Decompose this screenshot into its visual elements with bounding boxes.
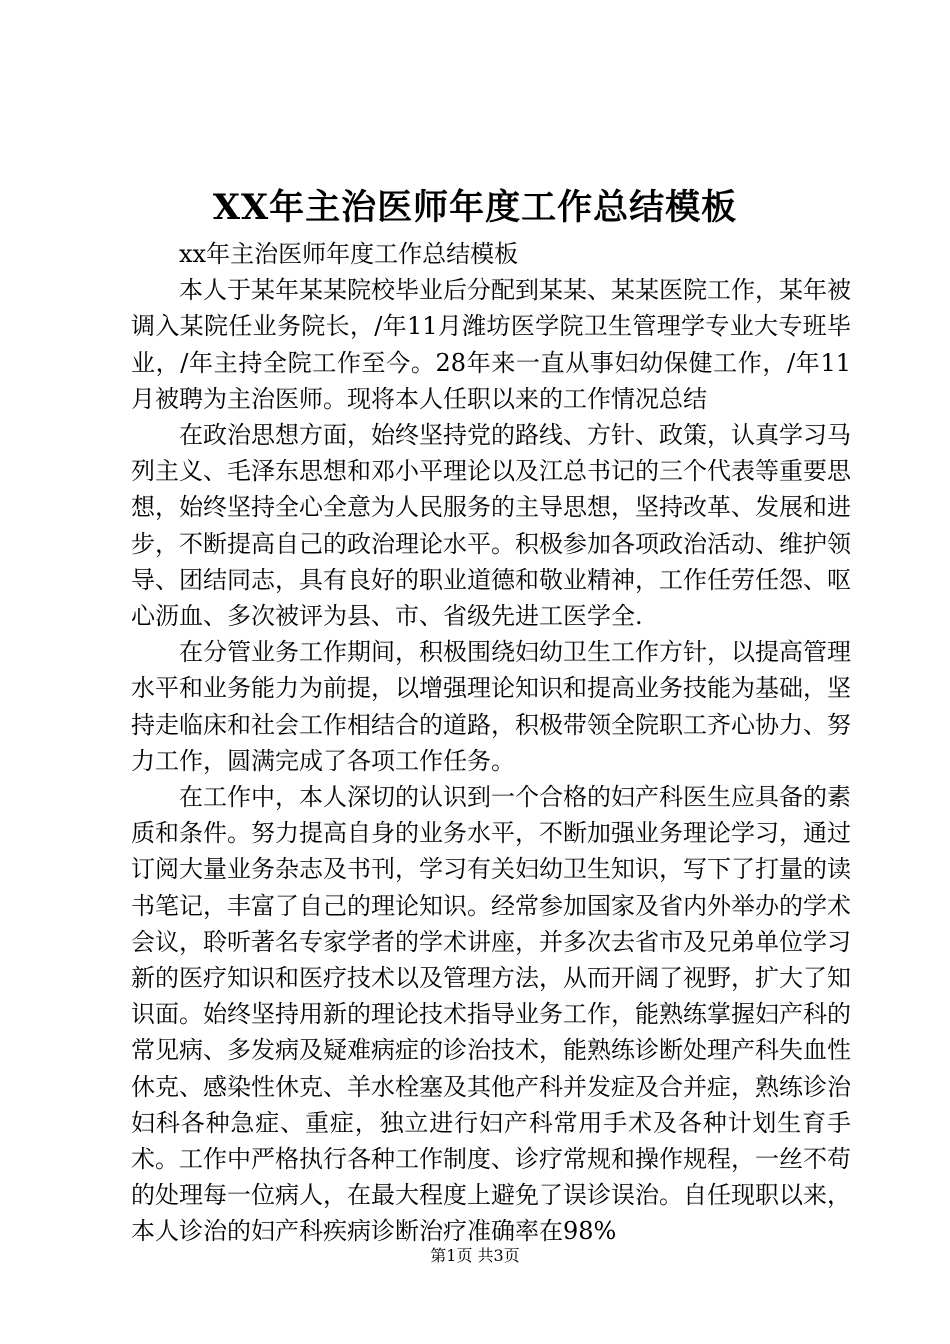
page-footer: 第1页 共3页	[430, 1246, 520, 1265]
paragraph-political: 在政治思想方面，始终坚持党的路线、方针、政策，认真学习马列主义、毛泽东思想和邓小平理论以及江总书记的三个代表等重要思想，始终坚持全心全意为人民服务的主导思想，坚持改革、发展和进步，不断提高自己的政治理论水平。积极参加各项政治活动、维护领导、团结同志，具有良好的职业道德和敬业精神，工作任劳任怨、呕心沥血、多次被评为县、市、省级先进工医学全.	[131, 421, 851, 631]
paragraph-intro: 本人于某年某某院校毕业后分配到某某、某某医院工作，某年被调入某院任业务院长，/年11月潍坊医学院卫生管理学专业大专班毕业，/年主持全院工作至今。28年来一直从事妇幼保健工作，/年11月被聘为主治医师。现将本人任职以来的工作情况总结	[131, 276, 851, 413]
document-body	[131, 236, 851, 1250]
paragraph-management: 在分管业务工作期间，积极围绕妇幼卫生工作方针，以提高管理水平和业务能力为前提，以增强理论知识和提高业务技能为基础，坚持走临床和社会工作相结合的道路，积极带领全院职工齐心协力、努力工作，圆满完成了各项工作任务。	[131, 638, 851, 775]
document-title: XX年主治医师年度工作总结模板	[212, 187, 738, 228]
paragraph-work: 在工作中，本人深切的认识到一个合格的妇产科医生应具备的素质和条件。努力提高自身的业务水平，不断加强业务理论学习，通过订阅大量业务杂志及书刊，学习有关妇幼卫生知识，写下了打量的读书笔记，丰富了自己的理论知识。经常参加国家及省内外举办的学术会议，聆听著名专家学者的学术讲座，并多次去省市及兄弟单位学习新的医疗知识和医疗技术以及管理方法，从而开阔了视野，扩大了知识面。始终坚持用新的理论技术指导业务工作，能熟练掌握妇产科的常见病、多发病及疑难病症的诊治技术，能熟练诊断处理产科失血性休克、感染性休克、羊水栓塞及其他产科并发症及合并症，熟练诊治妇科各种急症、重症，独立进行妇产科常用手术及各种计划生育手术。工作中严格执行各种工作制度、诊疗常规和操作规程，一丝不苟的处理每一位病人，在最大程度上避免了误诊误治。自任现职以来，本人诊治的妇产科疾病诊断治疗准确率在98%	[131, 783, 851, 1246]
paragraph-subtitle: xx年主治医师年度工作总结模板	[179, 240, 519, 268]
